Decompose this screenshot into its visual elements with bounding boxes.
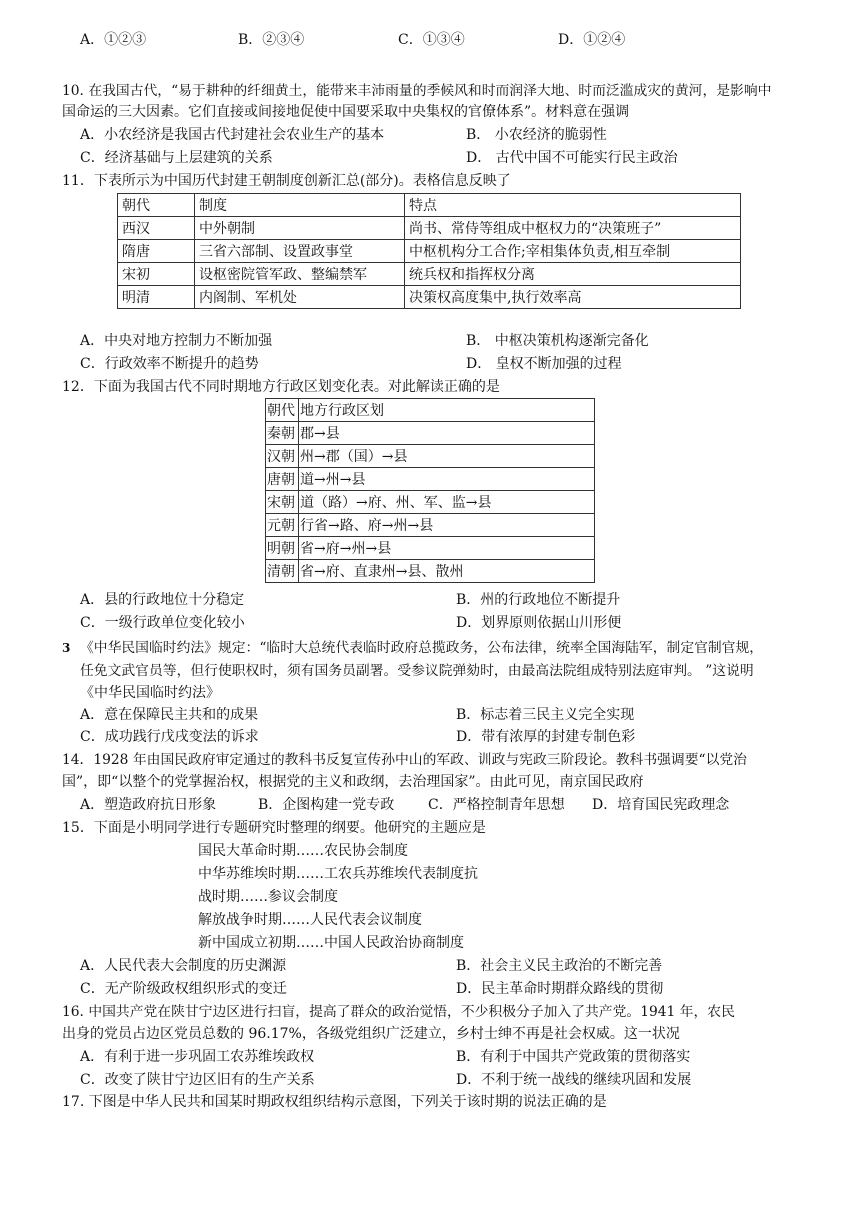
table-cell: 省→府→州→县 <box>299 537 595 560</box>
q11-option-b: B． 中枢决策机构逐渐完备化 <box>466 333 649 349</box>
q10-option-c: C．经济基础与上层建筑的关系 <box>80 150 273 166</box>
table-header-cell: 地方行政区划 <box>299 399 595 422</box>
q9-option-c: C．①③④ <box>398 32 465 48</box>
q16-option-c: C．改变了陕甘宁边区旧有的生产关系 <box>80 1072 315 1088</box>
q12-option-a: A．县的行政地位十分稳定 <box>80 592 245 608</box>
table-cell: 宋朝 <box>266 491 299 514</box>
q13-stem-line3: 《中华民国临时约法》 <box>80 685 220 701</box>
table-row <box>266 422 595 445</box>
table-cell: 宋初 <box>118 263 195 286</box>
table-row <box>266 514 595 537</box>
table-row <box>118 263 741 286</box>
table-header-row <box>266 399 595 422</box>
q13-option-d: D．带有浓厚的封建专制色彩 <box>456 729 636 745</box>
table-header-row <box>118 194 741 217</box>
q12-option-b: B．州的行政地位不断提升 <box>456 592 621 608</box>
q13-stem-line1: 《中华民国临时约法》规定：“临时大总统代表临时政府总揽政务，公布法律，统率全国海陆军，制定官制官规， <box>80 640 764 656</box>
q14-option-d: D．培育国民宪政理念 <box>592 797 730 813</box>
table-header-cell: 朝代 <box>266 399 299 422</box>
table-cell: 道（路）→府、州、军、监→县 <box>299 491 595 514</box>
table-cell: 设枢密院管军政、整编禁军 <box>195 263 405 286</box>
q15-option-d: D．民主革命时期群众路线的贯彻 <box>456 981 664 997</box>
q12-option-c: C．一级行政单位变化较小 <box>80 615 245 631</box>
table-header-cell: 朝代 <box>118 194 195 217</box>
q13-number: 3 <box>62 641 71 655</box>
q13-option-b: B．标志着三民主义完全实现 <box>456 707 635 723</box>
q15-option-b: B．社会主义民主政治的不断完善 <box>456 958 663 974</box>
q15-option-a: A．人民代表大会制度的历史渊源 <box>80 958 287 974</box>
table-cell: 汉朝 <box>266 445 299 468</box>
table-cell: 西汉 <box>118 217 195 240</box>
q10-option-b: B． 小农经济的脆弱性 <box>466 127 607 143</box>
table-row <box>118 240 741 263</box>
q14-stem-line1: 14．1928 年由国民政府审定通过的教科书反复宣传孙中山的军政、训政与宪政三阶段论。教科书强调要“以党治 <box>62 752 747 768</box>
q13-option-c: C．成功践行戊戌变法的诉求 <box>80 729 259 745</box>
table-cell: 省→府、直隶州→县、散州 <box>299 560 595 583</box>
q11-table <box>117 193 741 309</box>
q11-option-c: C．行政效率不断提升的趋势 <box>80 356 259 372</box>
q14-stem-line2: 国”，即“以整个的党掌握治权，根据党的主义和政纲，去治理国家”。由此可见，南京国民政府 <box>62 774 644 790</box>
table-cell: 尚书、常侍等组成中枢权力的“决策班子” <box>405 217 741 240</box>
q11-option-d: D． 皇权不断加强的过程 <box>466 356 622 372</box>
table-cell: 唐朝 <box>266 468 299 491</box>
table-row <box>266 445 595 468</box>
table-cell: 州→郡（国）→县 <box>299 445 595 468</box>
q16-option-a: A．有利于进一步巩固工农苏维埃政权 <box>80 1049 315 1065</box>
q12-option-d: D．划界原则依据山川形便 <box>456 615 622 631</box>
table-cell: 元朝 <box>266 514 299 537</box>
q9-option-a: A．①②③ <box>80 32 147 48</box>
table-cell: 中外朝制 <box>195 217 405 240</box>
q14-option-b: B．企图构建一党专政 <box>258 797 395 813</box>
table-cell: 道→州→县 <box>299 468 595 491</box>
table-cell: 明朝 <box>266 537 299 560</box>
q12-table <box>265 398 595 583</box>
table-header-cell: 制度 <box>195 194 405 217</box>
table-cell: 明清 <box>118 286 195 309</box>
table-header-cell: 特点 <box>405 194 741 217</box>
q16-option-b: B．有利于中国共产党政策的贯彻落实 <box>456 1049 691 1065</box>
q14-option-c: C．严格控制青年思想 <box>428 797 565 813</box>
q15-option-c: C．无产阶级政权组织形式的变迁 <box>80 981 287 997</box>
table-cell: 中枢机构分工合作;宰相集体负责,相互牵制 <box>405 240 741 263</box>
q9-option-d: D．①②④ <box>558 32 626 48</box>
q11-option-a: A．中央对地方控制力不断加强 <box>80 333 273 349</box>
q13-option-a: A．意在保障民主共和的成果 <box>80 707 259 723</box>
table-row <box>266 491 595 514</box>
q9-option-b: B．②③④ <box>238 32 305 48</box>
table-row <box>266 560 595 583</box>
q13-stem-line2: 任免文武官员等，但行使职权时，须有国务员副署。受参议院弹劾时，由最高法院组成特别法庭审判。 ”这说明 <box>80 663 754 679</box>
q11-stem: 11．下表所示为中国历代封建王朝制度创新汇总(部分)。表格信息反映了 <box>62 173 511 189</box>
table-cell: 郡→县 <box>299 422 595 445</box>
table-cell: 决策权高度集中,执行效率高 <box>405 286 741 309</box>
q12-stem: 12．下面为我国古代不同时期地方行政区划变化表。对此解读正确的是 <box>62 379 500 395</box>
q15-outline-line: 战时期……参议会制度 <box>198 889 338 905</box>
q14-option-a: A．塑造政府抗日形象 <box>80 797 217 813</box>
table-row <box>266 468 595 491</box>
q10-stem-line2: 国命运的三大因素。它们直接或间接地促使中国要采取中央集权的官僚体系”。材料意在强调 <box>62 104 630 120</box>
q15-stem: 15．下面是小明同学进行专题研究时整理的纲要。他研究的主题应是 <box>62 820 486 836</box>
table-row <box>266 537 595 560</box>
table-cell: 行省→路、府→州→县 <box>299 514 595 537</box>
table-row <box>118 217 741 240</box>
table-cell: 统兵权和指挥权分离 <box>405 263 741 286</box>
q15-outline-line: 新中国成立初期……中国人民政治协商制度 <box>198 935 464 951</box>
table-cell: 三省六部制、设置政事堂 <box>195 240 405 263</box>
table-cell: 内阁制、军机处 <box>195 286 405 309</box>
q10-option-a: A．小农经济是我国古代封建社会农业生产的基本 <box>80 127 385 143</box>
q15-outline-line: 国民大革命时期……农民协会制度 <box>198 843 408 859</box>
table-cell: 隋唐 <box>118 240 195 263</box>
q16-stem-line2: 出身的党员占边区党员总数的 96.17%，各级党组织广泛建立，乡村士绅不再是社会权威。这一状况 <box>62 1026 680 1042</box>
q17-stem: 17. 下图是中华人民共和国某时期政权组织结构示意图，下列关于该时期的说法正确的是 <box>62 1094 607 1110</box>
table-cell: 清朝 <box>266 560 299 583</box>
q15-outline-line: 中华苏维埃时期……工农兵苏维埃代表制度抗 <box>198 866 478 882</box>
q16-option-d: D．不利于统一战线的继续巩固和发展 <box>456 1072 692 1088</box>
q10-option-d: D． 古代中国不可能实行民主政治 <box>466 150 678 166</box>
q16-stem-line1: 16. 中国共产党在陕甘宁边区进行扫盲，提高了群众的政治觉悟，不少积极分子加入了共产党。1941 年，农民 <box>62 1004 735 1020</box>
table-cell: 秦朝 <box>266 422 299 445</box>
q10-stem-line1: 10. 在我国古代，“易于耕种的纤细黄土，能带来丰沛雨量的季候风和时而润泽大地、时而泛滥成灾的黄河，是影响中 <box>62 83 772 99</box>
table-row <box>118 286 741 309</box>
q15-outline-line: 解放战争时期……人民代表会议制度 <box>198 912 422 928</box>
